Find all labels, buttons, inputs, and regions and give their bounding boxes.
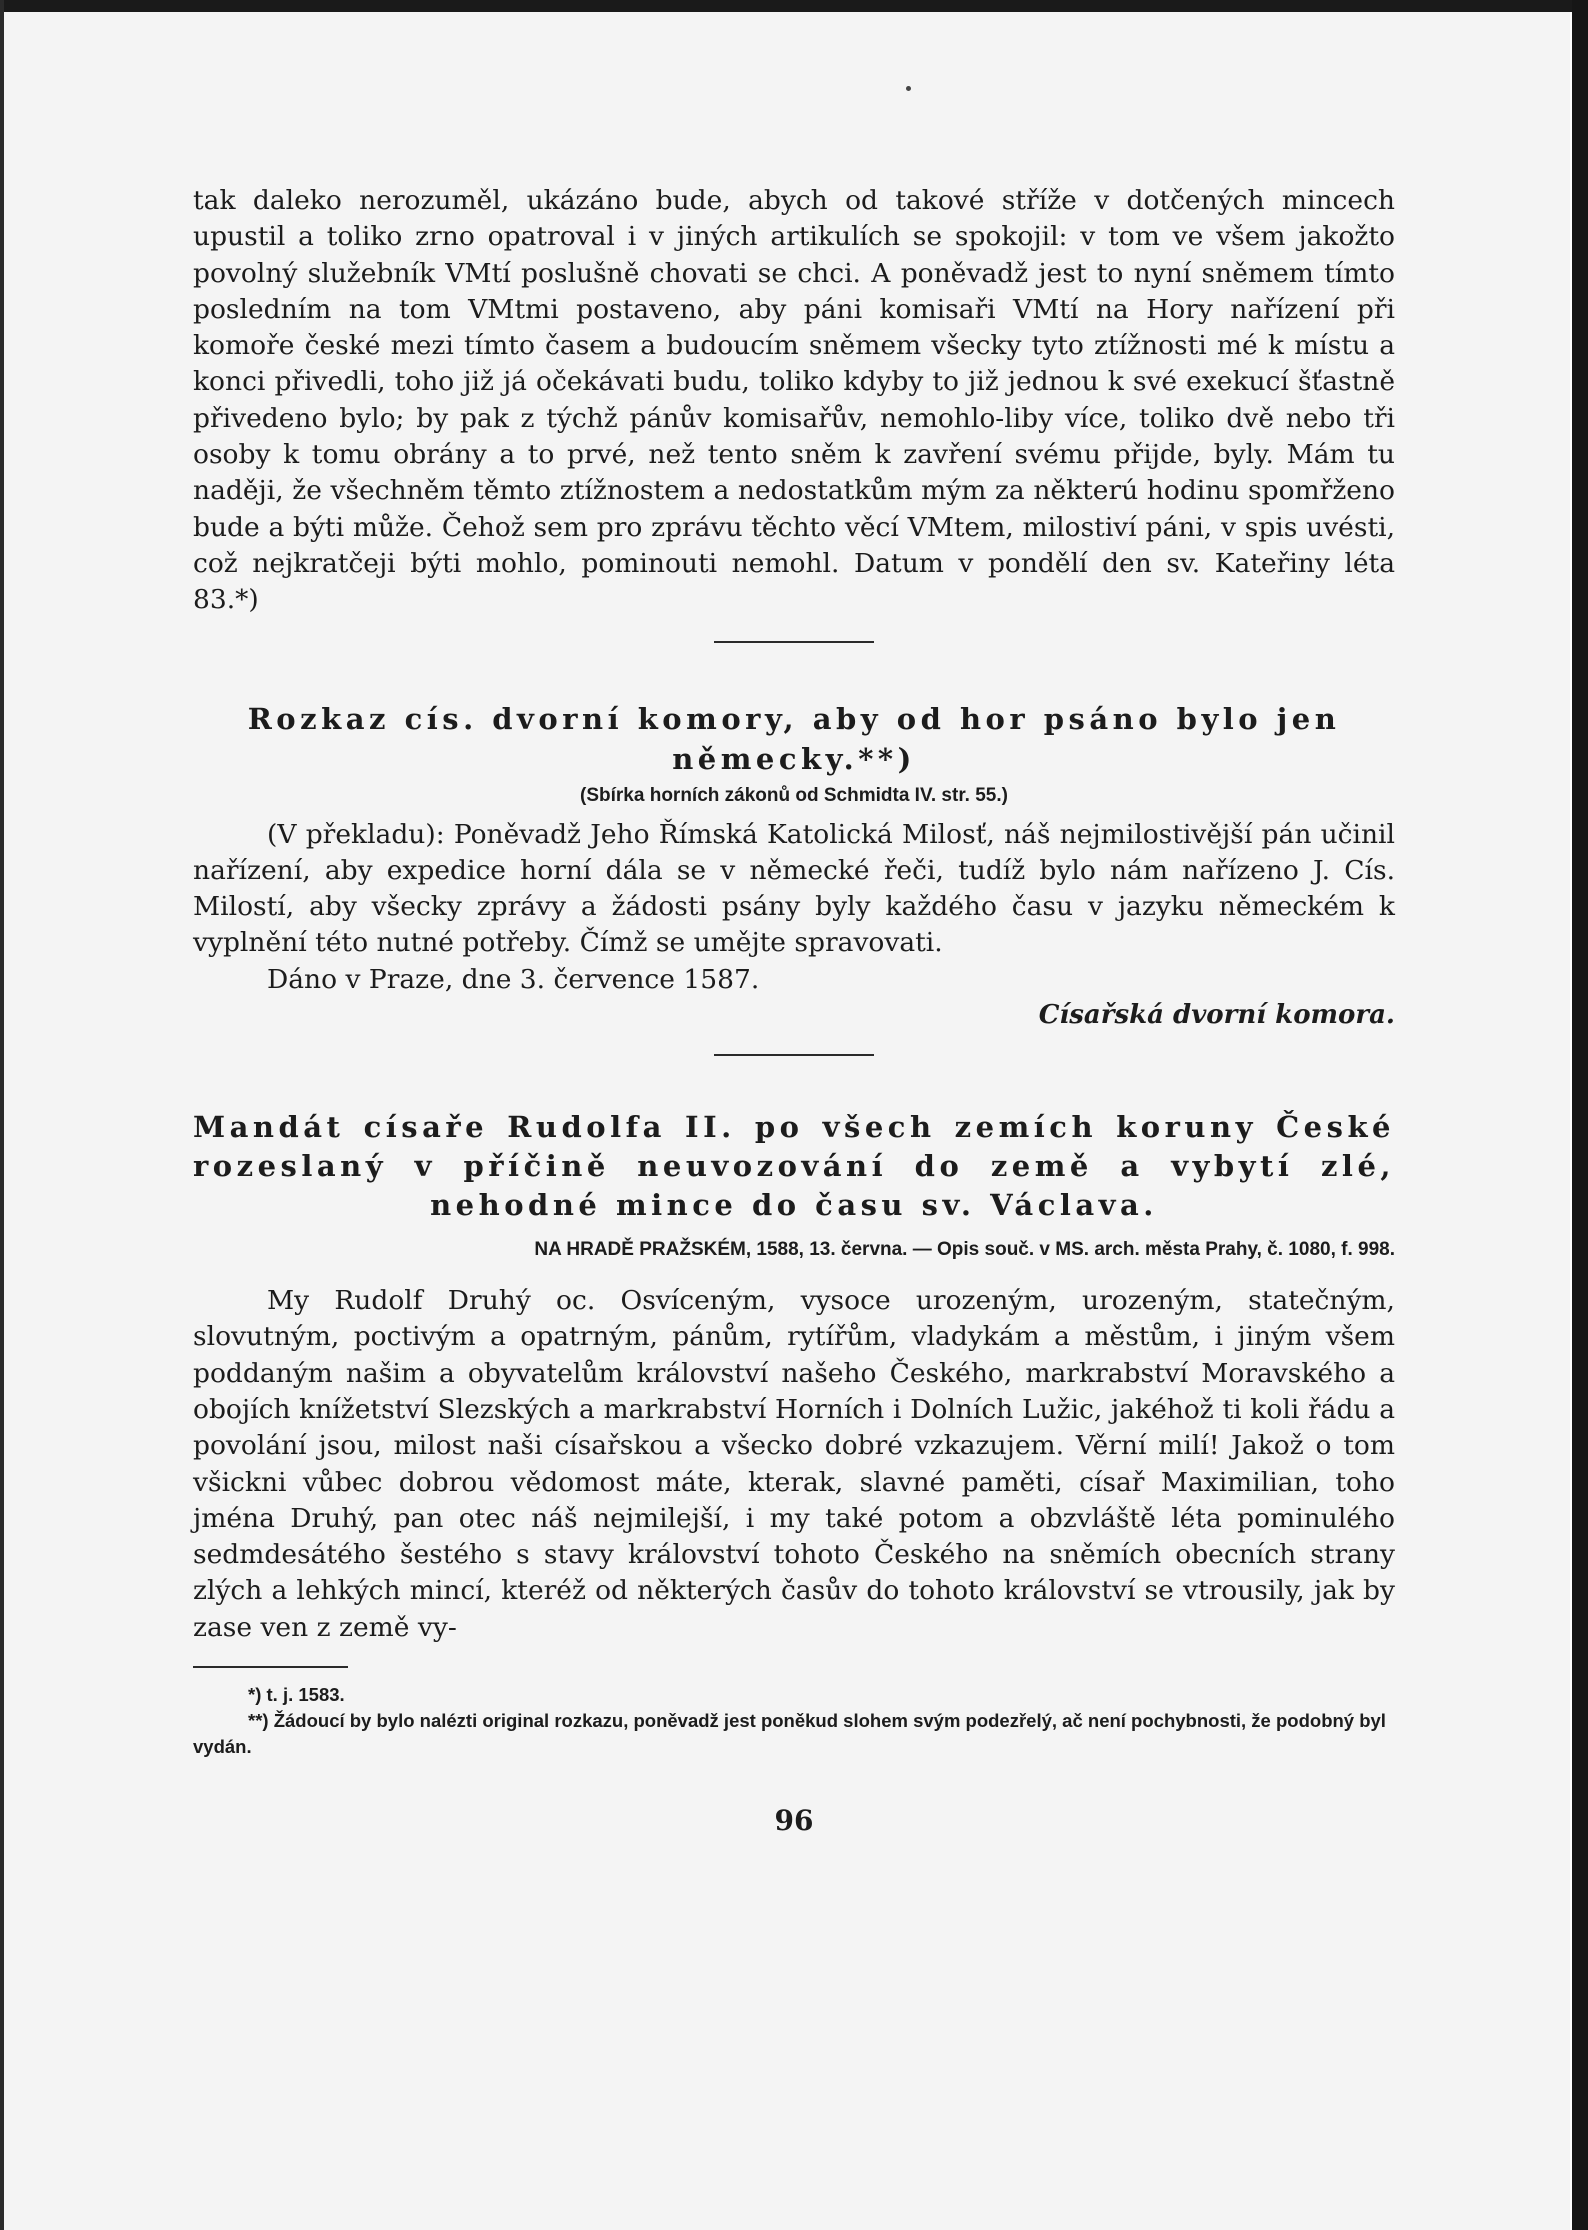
scan-border-left bbox=[0, 0, 4, 2230]
footnote-1-text: *) t. j. 1583. bbox=[248, 1684, 345, 1706]
rozkaz-body: (V překladu): Poněvadž Jeho Římská Katolická Milosť, náš nejmilostivější pán učinil nařízení, aby expedice horní dála se v německé řeči, tudíž bylo nám nařízeno J. Cís. Milostí, aby všecky zprávy a žádosti psány byly každého času v jazyku německém k vyplnění této nutné potřeby. Čímž se umějte spravovati. bbox=[193, 818, 1395, 959]
rozkaz-date: Dáno v Praze, dne 3. července 1587. bbox=[267, 963, 760, 995]
mandat-body: My Rudolf Druhý oc. Osvíceným, vysoce urozeným, urozeným, statečným, slovutným, poctivým a opatrným, pánům, rytířům, vladykám a městům, i jiným všem poddaným našim a obyvatelům království našeho Českého, markrabství Moravského a obojích knížetství Slezských a markrabství Horních i Dolních Lužic, jakéhož ti koli řádu a povolání jsou, milost naši císařskou a všecko dobré vzkazujem. Věrní milí! Jakož o tom všickni vůbec dobrou vědomost máte, kterak, slavné paměti, císař Maximilian, toho jména Druhý, pan otec náš nejmilejší, i my také potom a obzvláště léta pominulého sedmdesátého šestého s stavy království tohoto Českého na sněmích obecních strany zlých a lehkých mincí, kteréž od některých časův do tohoto království se vtrousily, jak by zase ven z země vy- bbox=[193, 1285, 1395, 1643]
scan-border-top bbox=[0, 0, 1588, 12]
footnote-divider bbox=[193, 1666, 348, 1668]
scan-speck bbox=[906, 86, 911, 91]
section-heading-rozkaz: Rozkaz cís. dvorní komory, aby od hor psáno bylo jen německy.**) bbox=[247, 701, 1341, 776]
rozkaz-signature: Císařská dvorní komora. bbox=[1038, 1000, 1395, 1031]
scan-border-right bbox=[1572, 0, 1588, 2230]
paragraph-continuation: tak daleko nerozuměl, ukázáno bude, abych od takové stříže v dotčených mincech upustil a toliko zrno opatroval i v jiných artikulích se spokojil: v tom ve všem jakožto povolný služebník VMtí poslušně chovati se chci. A poněvadž jest to nyní sněmem tímto posledním na tom VMtmi postaveno, aby páni komisaři VMtí na Hory nařízení při komoře české mezi tímto časem a budoucím sněmem všecky tyto ztížnosti mé k místu a konci přivedli, toho již já očekávati budu, toliko kdyby to již jednou k své exekucí šťastně přivedeno bylo; by pak z týchž pánův komisařův, nemohlo-liby více, toliko dvě nebo tři osoby k tomu obrány a to prvé, než tento sněm k zavření svému přijde, byly. Mám tu naději, že všechněm těmto ztížnostem a nedostatkům mým za některú hodinu spomřženo bude a býti může. Čehož sem pro zprávu těchto věcí VMtem, milostiví páni, v spis uvésti, což nejkratčeji býti mohlo, pominouti nemohl. Datum v pondělí den sv. Kateřiny léta 83.*) bbox=[193, 185, 1395, 616]
footnote-2: **) Žádoucí by bylo nalézti original rozkazu, poněvadž jest poněkud slohem svým podezřelý, ač není pochybnosti, že podobný byl vydán. bbox=[193, 1710, 1386, 1758]
section-divider bbox=[714, 1054, 874, 1056]
section-source-mandat: NA HRADĚ PRAŽSKÉM, 1588, 13. června. — Opis souč. v MS. arch. města Prahy, č. 1080, f. 998. bbox=[534, 1239, 1395, 1261]
page-content bbox=[193, 183, 1395, 1837]
section-source-rozkaz: (Sbírka horních zákonů od Schmidta IV. str. 55.) bbox=[580, 784, 1008, 806]
footnote-1 bbox=[193, 1682, 1395, 1708]
section-heading-mandat: Mandát císaře Rudolfa II. po všech zemích koruny České rozeslaný v příčině neuvozování do země a vybytí zlé, nehodné mince do času sv. Václava. bbox=[193, 1110, 1395, 1223]
page-number: 96 bbox=[774, 1804, 814, 1838]
section-divider bbox=[714, 641, 874, 643]
